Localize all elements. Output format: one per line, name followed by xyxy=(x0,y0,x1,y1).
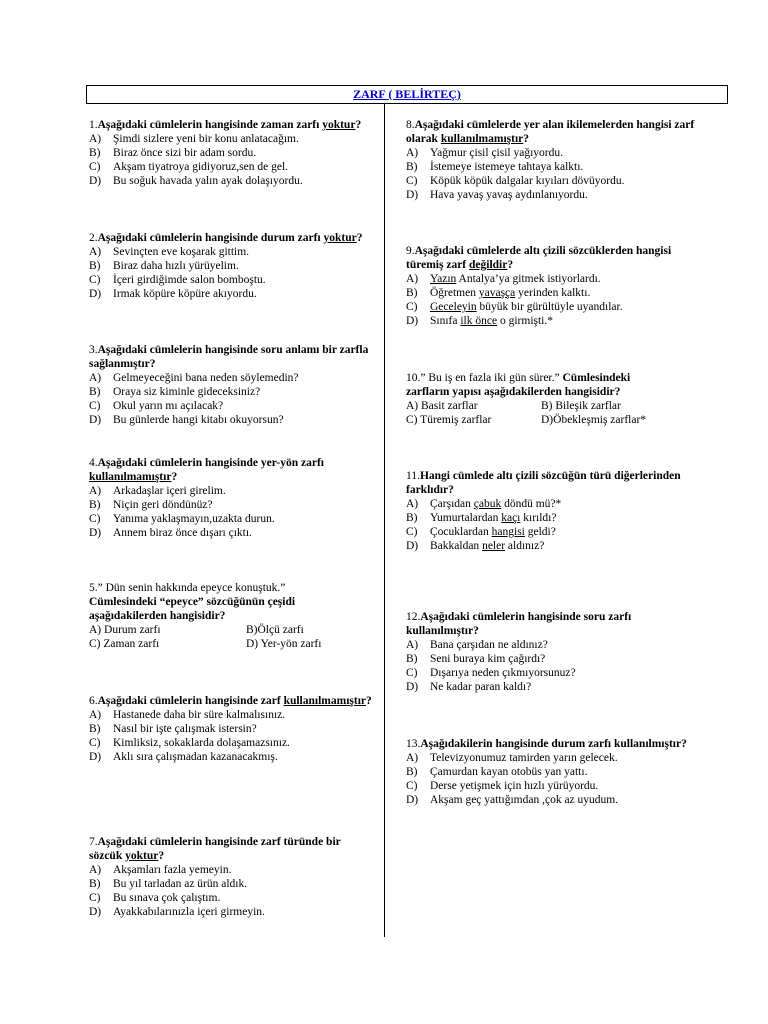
option-b[interactable] xyxy=(89,722,373,736)
question-4-prompt xyxy=(89,456,373,484)
option-text: Bu sınava çok çalıştım. xyxy=(113,892,221,904)
option-letter: A) xyxy=(89,133,102,145)
question-number: 11. xyxy=(406,470,420,482)
option-c[interactable] xyxy=(89,891,373,905)
option-text: Ayakkabılarınızla içeri girmeyin. xyxy=(113,906,265,918)
option-a[interactable] xyxy=(89,484,373,498)
question-10-prompt: zarfların yapısı aşağıdakilerden hangisidir? xyxy=(406,386,621,398)
option-text: Yanıma yaklaşmayın,uzakta durun. xyxy=(113,513,275,525)
question-text: Aşağıdakilerin hangisinde durum zarfı kullanılmıştır? xyxy=(420,738,687,750)
option-c[interactable] xyxy=(89,736,373,750)
option-text: Yağmur çisil çisil yağıyordu. xyxy=(430,147,563,159)
option-d[interactable] xyxy=(89,174,373,188)
option-text: Hastanede daha bir süre kalmalısınız. xyxy=(113,709,286,721)
question-mark: ? xyxy=(507,259,514,271)
question-3 xyxy=(89,343,373,427)
option-text: Aklı sıra çalışmadan kazanacakmış. xyxy=(113,751,278,763)
question-number: 6. xyxy=(89,695,98,707)
option-text: döndü mü?* xyxy=(501,498,562,510)
option-text: Köpük köpük dalgalar kıyıları dövüyordu. xyxy=(430,175,625,187)
option-b[interactable] xyxy=(406,652,696,666)
option-row xyxy=(406,413,696,427)
option-text-prefix: Bakkaldan xyxy=(430,540,483,552)
question-mark: ? xyxy=(158,850,165,862)
option-b[interactable] xyxy=(89,498,373,512)
option-text: Annem biraz önce dışarı çıktı. xyxy=(113,527,252,539)
option-letter: C) xyxy=(89,274,101,286)
option-c[interactable] xyxy=(89,273,373,287)
option-text: Irmak köpüre köpüre akıyordu. xyxy=(113,288,257,300)
option-row xyxy=(406,399,696,413)
question-11-prompt xyxy=(406,469,696,497)
option-c[interactable]: C) Türemiş zarflar xyxy=(406,414,492,426)
option-b[interactable] xyxy=(406,286,696,300)
option-text: Akşam tiyatroya gidiyoruz,sen de gel. xyxy=(113,161,289,173)
underlined-word: hangisi xyxy=(491,526,525,538)
option-letter: C) xyxy=(406,526,418,538)
question-emphasis: yoktur xyxy=(323,232,357,244)
option-letter: D) xyxy=(406,794,419,806)
question-quote: 10.” Bu iş en fazla iki gün sürer.” xyxy=(406,372,563,384)
option-text: Seni buraya kim çağırdı? xyxy=(430,653,546,665)
option-text: büyük bir gürültüyle uyandılar. xyxy=(476,301,623,313)
option-c[interactable] xyxy=(406,525,696,539)
option-a[interactable] xyxy=(89,371,373,385)
question-2-prompt xyxy=(89,231,373,245)
option-text: Oraya siz kiminle gideceksiniz? xyxy=(113,386,261,398)
option-letter: B) xyxy=(406,766,418,778)
question-11 xyxy=(406,469,696,553)
option-letter: D) xyxy=(406,189,419,201)
option-c[interactable] xyxy=(406,779,696,793)
option-letter: A) xyxy=(406,752,419,764)
option-letter: B) xyxy=(406,287,418,299)
option-letter: B) xyxy=(406,653,418,665)
option-text: Biraz daha hızlı yürüyelim. xyxy=(113,260,239,272)
option-c[interactable] xyxy=(89,399,373,413)
question-text: Aşağıdaki cümlelerde yer alan ikilemelerden hangisi zarf olarak xyxy=(406,119,695,145)
option-text: Bana çarşıdan ne aldınız? xyxy=(430,639,548,651)
question-2 xyxy=(89,231,373,301)
question-emphasis: değildir xyxy=(469,259,508,271)
question-text: Aşağıdaki cümlelerin hangisinde yer-yön zarfı xyxy=(97,457,325,469)
option-text: Antalya’ya gitmek istiyorlardı. xyxy=(456,273,601,285)
option-letter: B) xyxy=(89,499,101,511)
option-text: Dışarıya neden çıkmıyorsunuz? xyxy=(430,667,576,679)
question-mark: ? xyxy=(171,471,178,483)
question-9 xyxy=(406,244,696,328)
question-text: Aşağıdaki cümlelerde altı çizili sözcüklerden hangisi türemiş zarf xyxy=(406,245,672,271)
option-letter: C) xyxy=(406,301,418,313)
question-number: 9. xyxy=(406,245,415,257)
question-5-quote: 5.” Dün senin hakkında epeyce konuştuk.” xyxy=(89,582,286,594)
question-text: Aşağıdaki cümlelerin hangisinde zarf xyxy=(97,695,284,707)
option-c[interactable] xyxy=(89,160,373,174)
question-number: 13. xyxy=(406,738,421,750)
option-letter: D) xyxy=(89,906,102,918)
option-text: Arkadaşlar içeri girelim. xyxy=(113,485,226,497)
question-9-prompt xyxy=(406,244,696,272)
question-13 xyxy=(406,737,696,807)
option-letter: B) xyxy=(89,260,101,272)
option-letter: B) xyxy=(89,723,101,735)
question-text: Hangi cümlede altı çizili sözcüğün türü diğerlerinden farklıdır? xyxy=(406,470,681,496)
question-8 xyxy=(406,118,696,202)
option-text: Kimliksiz, sokaklarda dolaşamazsınız. xyxy=(113,737,290,749)
option-d[interactable] xyxy=(406,539,696,553)
option-b[interactable]: B)Ölçü zarfı xyxy=(246,624,304,636)
option-b[interactable] xyxy=(89,877,373,891)
question-mark: ? xyxy=(523,133,530,145)
option-letter: D) xyxy=(89,175,102,187)
question-emphasis: yoktur xyxy=(322,119,356,131)
option-text-prefix: Sınıfa xyxy=(430,315,461,327)
question-number: 3. xyxy=(89,344,98,356)
option-letter: A) xyxy=(406,147,419,159)
option-a[interactable]: A) Basit zarflar xyxy=(406,400,478,412)
option-letter: B) xyxy=(406,161,418,173)
option-text: Hava yavaş yavaş aydınlanıyordu. xyxy=(430,189,588,201)
question-7-prompt xyxy=(89,835,373,863)
option-letter: C) xyxy=(406,667,418,679)
option-text: Gelmeyeceğini bana neden söylemedin? xyxy=(113,372,299,384)
question-text: Aşağıdaki cümlelerin hangisinde soru zarfı kullanılmıştır? xyxy=(406,611,632,637)
option-text: Bu yıl tarladan az ürün aldık. xyxy=(113,878,248,890)
question-text: Aşağıdaki cümlelerin hangisinde durum zarfı xyxy=(97,232,324,244)
option-a[interactable] xyxy=(406,272,696,286)
option-text: İçeri girdiğimde salon bomboştu. xyxy=(113,274,266,286)
question-12-prompt xyxy=(406,610,696,638)
option-a[interactable] xyxy=(406,146,696,160)
question-7 xyxy=(89,835,373,919)
title-box xyxy=(86,85,728,104)
option-d[interactable]: D) Yer-yön zarfı xyxy=(246,638,322,650)
option-a[interactable] xyxy=(89,863,373,877)
option-letter: A) xyxy=(89,372,102,384)
question-text: Aşağıdaki cümlelerin hangisinde soru anlamı bir zarfla sağlanmıştır? xyxy=(89,344,369,370)
option-text: yerinden kalktı. xyxy=(515,287,591,299)
question-5 xyxy=(89,581,373,651)
option-text: Şimdi sizlere yeni bir konu anlatacağım. xyxy=(113,133,299,145)
question-4 xyxy=(89,456,373,540)
underlined-word: yavaşça xyxy=(478,287,516,299)
option-letter: C) xyxy=(89,513,101,525)
option-text: Ne kadar paran kaldı? xyxy=(430,681,532,693)
option-b[interactable] xyxy=(406,511,696,525)
option-b[interactable]: B) Bileşik zarflar xyxy=(541,400,621,412)
option-letter: A) xyxy=(406,639,419,651)
question-text: Aşağıdaki cümlelerin hangisinde zaman zarfı xyxy=(97,119,323,131)
question-text: Aşağıdaki cümlelerin hangisinde zarf türünde bir sözcük xyxy=(89,836,341,862)
underlined-word: çabuk xyxy=(473,498,502,510)
option-c[interactable]: C) Zaman zarfı xyxy=(89,638,160,650)
option-a[interactable] xyxy=(89,132,373,146)
option-text-prefix: Öğretmen xyxy=(430,287,479,299)
option-letter: D) xyxy=(89,751,102,763)
underlined-word: Geceleyin xyxy=(430,301,477,313)
question-10-quote xyxy=(406,371,696,385)
option-d[interactable] xyxy=(406,793,696,807)
option-text: Televizyonumuz tamirden yarın gelecek. xyxy=(430,752,618,764)
option-b[interactable] xyxy=(89,385,373,399)
option-letter: C) xyxy=(406,175,418,187)
option-c[interactable] xyxy=(406,300,696,314)
question-text: Cümlesindeki xyxy=(562,372,631,384)
page-title: ZARF ( BELİRTEÇ) xyxy=(353,87,461,101)
question-number: 2. xyxy=(89,232,98,244)
option-letter: B) xyxy=(89,147,101,159)
option-letter: B) xyxy=(406,512,418,524)
option-b[interactable] xyxy=(89,259,373,273)
option-text-prefix: Çocuklardan xyxy=(430,526,492,538)
option-letter: C) xyxy=(89,892,101,904)
option-c[interactable] xyxy=(406,666,696,680)
option-a[interactable] xyxy=(89,245,373,259)
option-letter: C) xyxy=(406,780,418,792)
option-row xyxy=(89,623,373,637)
option-letter: A) xyxy=(89,485,102,497)
option-d[interactable] xyxy=(89,413,373,427)
option-letter: D) xyxy=(89,527,102,539)
option-c[interactable] xyxy=(406,174,696,188)
option-d[interactable]: D)Öbekleşmiş zarflar* xyxy=(541,414,647,426)
question-mark: ? xyxy=(356,232,363,244)
question-emphasis: kullanılmamıştır xyxy=(283,695,366,707)
option-letter: A) xyxy=(406,273,419,285)
option-text: o girmişti.* xyxy=(497,315,553,327)
option-d[interactable] xyxy=(406,314,696,328)
question-1 xyxy=(89,118,373,188)
option-letter: D) xyxy=(89,414,102,426)
question-mark: ? xyxy=(355,119,362,131)
option-letter: C) xyxy=(89,161,101,173)
option-letter: C) xyxy=(89,737,101,749)
option-d[interactable] xyxy=(406,680,696,694)
option-a[interactable] xyxy=(406,751,696,765)
question-mark: ? xyxy=(366,695,372,707)
option-text: Nasıl bir işte çalışmak istersin? xyxy=(113,723,257,735)
option-text: Çamurdan kayan otobüs yan yattı. xyxy=(430,766,588,778)
option-text: Bu günlerde hangi kitabı okuyorsun? xyxy=(113,414,284,426)
option-text: Okul yarın mı açılacak? xyxy=(113,400,224,412)
question-8-prompt xyxy=(406,118,696,146)
underlined-word: ilk önce xyxy=(460,315,498,327)
option-d[interactable] xyxy=(89,287,373,301)
option-b[interactable] xyxy=(89,146,373,160)
option-a[interactable]: A) Durum zarfı xyxy=(89,624,161,636)
option-letter: D) xyxy=(406,315,419,327)
option-a[interactable] xyxy=(406,638,696,652)
underlined-word: kaçı xyxy=(501,512,521,524)
option-text: Akşamları fazla yemeyin. xyxy=(113,864,232,876)
option-letter: A) xyxy=(406,498,419,510)
underlined-word: neler xyxy=(482,540,506,552)
option-text-prefix: Yumurtalardan xyxy=(430,512,502,524)
option-d[interactable] xyxy=(89,905,373,919)
question-10 xyxy=(406,371,696,427)
option-d[interactable] xyxy=(89,750,373,764)
option-text: İstemeye istemeye tahtaya kalktı. xyxy=(430,161,584,173)
option-text: Biraz önce sizi bir adam sordu. xyxy=(113,147,257,159)
underlined-word: Yazın xyxy=(430,273,457,285)
question-number: 8. xyxy=(406,119,415,131)
question-number: 1. xyxy=(89,119,98,131)
option-letter: A) xyxy=(89,709,102,721)
question-emphasis: kullanılmamıştır xyxy=(440,133,524,145)
question-number: 4. xyxy=(89,457,98,469)
option-letter: D) xyxy=(406,540,419,552)
option-letter: D) xyxy=(89,288,102,300)
question-6-prompt xyxy=(89,694,373,708)
option-text: Sevinçten eve koşarak gittim. xyxy=(113,246,250,258)
option-letter: D) xyxy=(406,681,419,693)
option-text: kırıldı? xyxy=(520,512,557,524)
question-number: 7. xyxy=(89,836,98,848)
option-b[interactable] xyxy=(406,160,696,174)
option-row xyxy=(89,637,373,651)
question-12 xyxy=(406,610,696,694)
question-emphasis: yoktur xyxy=(125,850,159,862)
question-6 xyxy=(89,694,373,764)
option-text-prefix: Çarşıdan xyxy=(430,498,474,510)
option-text: aldınız? xyxy=(505,540,545,552)
option-letter: B) xyxy=(89,878,101,890)
option-a[interactable] xyxy=(89,708,373,722)
option-a[interactable] xyxy=(406,497,696,511)
option-letter: A) xyxy=(89,864,102,876)
question-1-prompt xyxy=(89,118,373,132)
column-divider xyxy=(384,104,385,937)
option-text: Akşam geç yattığımdan ,çok az uyudum. xyxy=(430,794,619,806)
question-number: 12. xyxy=(406,611,421,623)
question-5-prompt: Cümlesindeki “epeyce” sözcüğünün çeşidi aşağıdakilerden hangisidir? xyxy=(89,596,296,622)
option-b[interactable] xyxy=(406,765,696,779)
question-3-prompt xyxy=(89,343,373,371)
option-letter: B) xyxy=(89,386,101,398)
option-letter: A) xyxy=(89,246,102,258)
option-letter: C) xyxy=(89,400,101,412)
question-13-prompt xyxy=(406,737,696,751)
question-emphasis: kullanılmamıştır xyxy=(89,471,172,483)
option-text: Bu soğuk havada yalın ayak dolaşıyordu. xyxy=(113,175,303,187)
option-text: Niçin geri döndünüz? xyxy=(113,499,213,511)
option-text: geldi? xyxy=(524,526,556,538)
option-d[interactable] xyxy=(406,188,696,202)
option-text: Derse yetişmek için hızlı yürüyordu. xyxy=(430,780,599,792)
option-d[interactable] xyxy=(89,526,373,540)
option-c[interactable] xyxy=(89,512,373,526)
